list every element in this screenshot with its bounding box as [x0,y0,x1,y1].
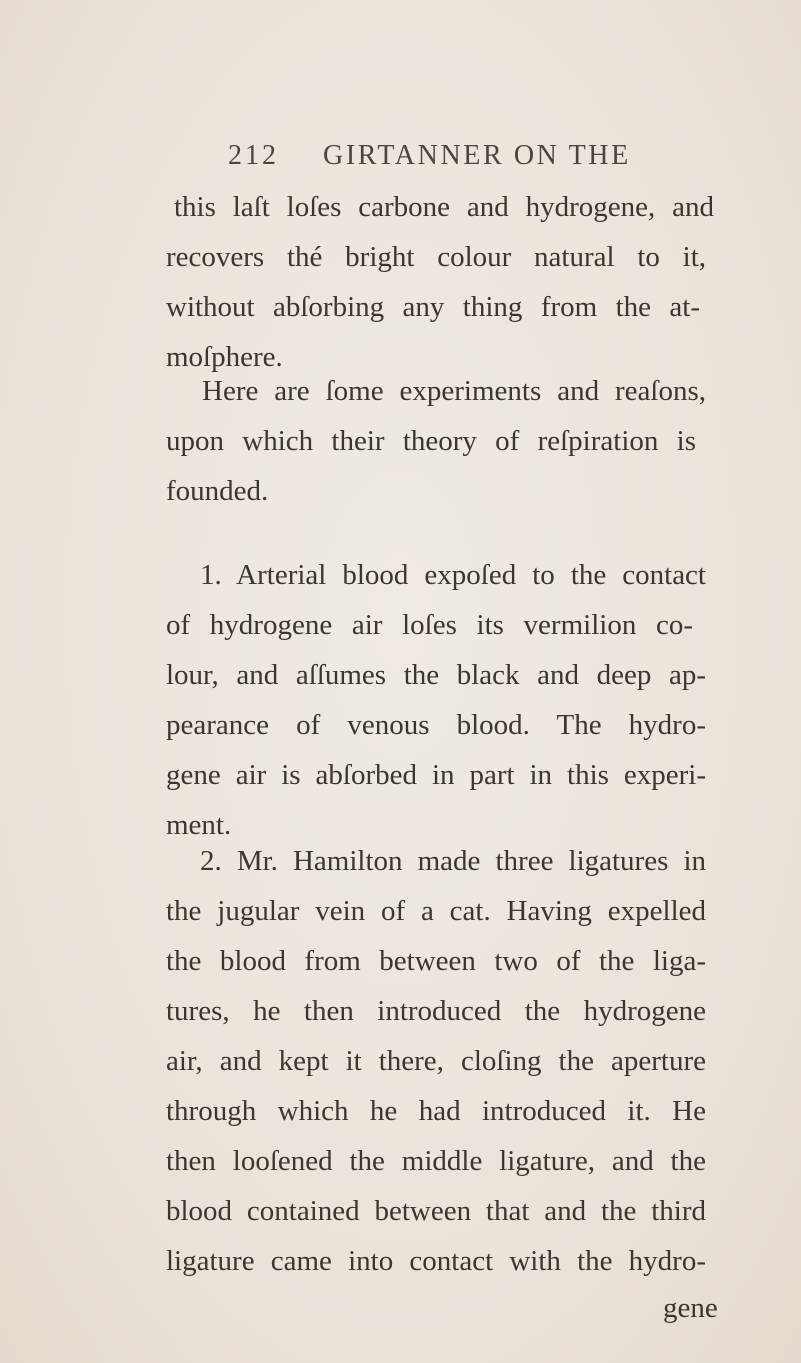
running-title: GIRTANNER ON THE [323,140,631,171]
text-line: through which he had introduced it. He [166,1095,706,1127]
text-line: pearance of venous blood. The hydro- [166,709,706,741]
text-line: tures, he then introduced the hydrogene [166,995,706,1027]
text-line: upon which their theory of reſpiration is [166,425,696,457]
text-line: ment. [166,809,232,841]
text-line: Here are ſome experiments and reaſons, [202,375,706,407]
text-line: of hydrogene air loſes its vermilion co- [166,609,693,641]
text-line: founded. [166,475,269,507]
text-line: the blood from between two of the liga- [166,945,706,977]
text-line: moſphere. [166,341,283,373]
text-line: blood contained between that and the third [166,1195,706,1227]
paragraph-2 [166,366,714,516]
text-line: lour, and aſſumes the black and deep ap- [166,659,706,691]
text-line: ligature came into contact with the hydro- [166,1245,706,1277]
text-line: then looſened the middle ligature, and the [166,1145,706,1177]
text-line: the jugular vein of a cat. Having expelled [166,895,706,927]
catchword: gene [663,1292,718,1324]
text-line: recovers thé bright colour natural to it, [166,241,706,273]
text-line: gene air is abſorbed in part in this experi- [166,759,706,791]
text-line: 1. Arterial blood expoſed to the contact [200,559,706,591]
paragraph-3 [166,550,714,850]
paragraph-1 [166,182,714,382]
page-number: 212 [228,140,279,171]
text-line: air, and kept it there, cloſing the aperture [166,1045,706,1077]
paragraph-4 [166,836,714,1286]
text-line: this laſt loſes carbone and hydrogene, and [174,191,714,223]
text-line: without abſorbing any thing from the at- [166,291,700,323]
text-line: 2. Mr. Hamilton made three ligatures in [200,845,706,877]
